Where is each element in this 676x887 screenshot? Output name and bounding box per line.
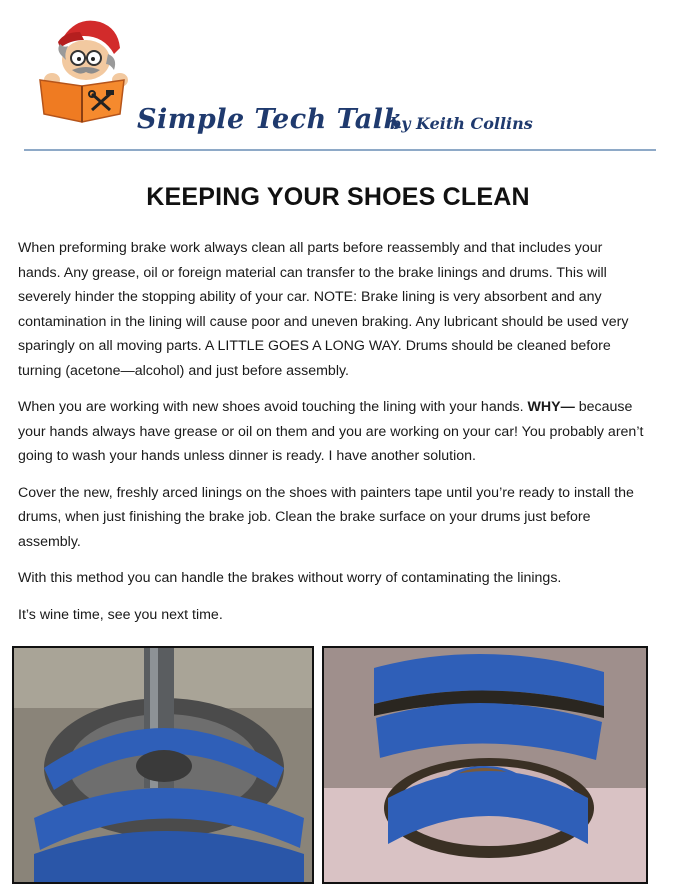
- brake-assembly-photo: [12, 646, 314, 884]
- article-body: [18, 236, 646, 639]
- taped-shoes-photo: [322, 646, 648, 884]
- paragraph-text: because your hands always have grease or oil on them and you are working on your car! You probably aren’t going to wash your hands unless dinner is ready. I have another solution.: [18, 399, 644, 464]
- why-emphasis: WHY—: [527, 399, 575, 415]
- paragraph-text: When you are working with new shoes avoid touching the lining with your hands.: [18, 399, 528, 415]
- paragraph-cleaning-intro: When preforming brake work always clean all parts before reassembly and that includes your hands. Any grease, oil or foreign material can transfer to the brake linings and drums. This will severely hinder the stopping ability of your car. NOTE: Brake lining is very absorbent and any contamination in the lining will cause poor and uneven braking. Any lubricant should be used very sparingly on all moving parts. A LITTLE GOES A LONG WAY. Drums should be cleaned before turning (acetone—alcohol) and just before assembly.: [18, 240, 629, 379]
- page-header: [0, 0, 676, 152]
- brand-title: Simple Tech Talk: [137, 104, 403, 135]
- header-divider: [24, 149, 656, 151]
- mechanic-mascot-icon: [34, 14, 130, 124]
- author-byline: by Keith Collins: [390, 114, 533, 133]
- paragraph-painters-tape: Cover the new, freshly arced linings on the shoes with painters tape until you’re ready to install the drums, when just finishing the brake job. Clean the brake surface on your drums just before assembly.: [18, 484, 634, 550]
- paragraph-new-shoes: [18, 395, 646, 469]
- article-title: KEEPING YOUR SHOES CLEAN: [146, 183, 530, 211]
- paragraph-method: With this method you can handle the brakes without worry of contaminating the linings.: [18, 570, 562, 586]
- paragraph-signoff: It’s wine time, see you next time.: [18, 606, 223, 623]
